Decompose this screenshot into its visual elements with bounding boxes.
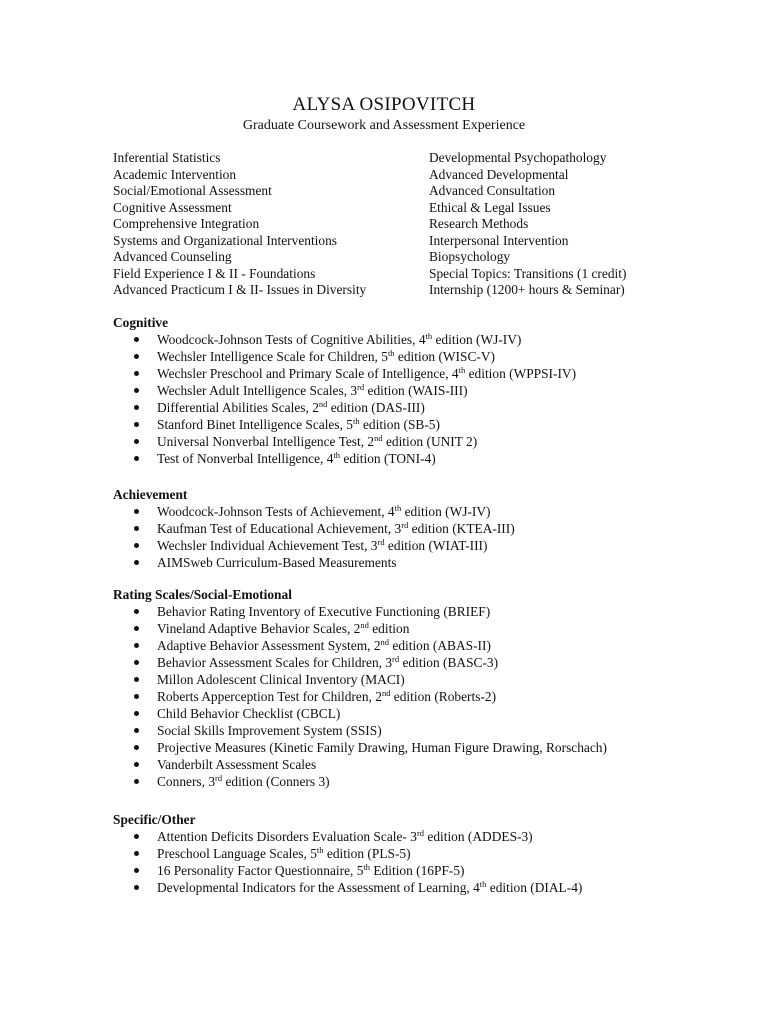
course-item: Social/Emotional Assessment — [113, 183, 272, 198]
bullet-icon — [134, 354, 139, 359]
item-text-suffix: edition (WISC-V) — [394, 349, 495, 364]
item-text-suffix: edition (WIAT-III) — [384, 538, 488, 553]
assessment-list-item — [113, 382, 733, 399]
item-text-suffix: edition (WAIS-III) — [364, 383, 468, 398]
course-item: Ethical & Legal Issues — [429, 199, 551, 215]
assessment-list-item — [113, 654, 733, 671]
bullet-icon — [134, 728, 139, 733]
ordinal-suffix: rd — [357, 382, 365, 392]
item-text: Wechsler Preschool and Primary Scale of Intelligence, 4 — [157, 366, 459, 381]
item-text: Vineland Adaptive Behavior Scales, 2 — [157, 621, 361, 636]
section-heading: Specific/Other — [113, 812, 196, 827]
course-item: Academic Intervention — [113, 166, 237, 182]
ordinal-suffix: nd — [360, 620, 369, 630]
item-text-suffix: Edition (16PF-5) — [370, 863, 465, 878]
item-text: Projective Measures (Kinetic Family Drawing, Human Figure Drawing, Rorschach) — [157, 740, 607, 755]
assessment-list-item — [113, 450, 733, 467]
item-text-suffix: edition (BASC-3) — [399, 655, 499, 670]
ordinal-suffix: nd — [380, 637, 390, 647]
item-text-suffix: edition (ADDES-3) — [424, 829, 533, 844]
section-specific-other — [113, 811, 733, 896]
item-text-suffix: edition (KTEA-III) — [408, 521, 515, 536]
item-text: Universal Nonverbal Intelligence Test, 2 — [157, 434, 375, 449]
item-text: Millon Adolescent Clinical Inventory (MACI) — [157, 672, 405, 687]
bullet-icon — [134, 711, 139, 716]
item-text: Attention Deficits Disorders Evaluation Scale- 3 — [157, 829, 417, 844]
item-text: Stanford Binet Intelligence Scales, 5 — [157, 417, 353, 432]
bullet-icon — [134, 560, 139, 565]
bullet-icon — [134, 643, 139, 648]
bullet-icon — [134, 526, 139, 531]
bullet-icon — [134, 745, 139, 750]
assessment-list-item — [113, 620, 733, 637]
ordinal-suffix: nd — [318, 399, 328, 409]
bullet-icon — [134, 337, 139, 342]
item-text: Woodcock-Johnson Tests of Achievement, 4 — [157, 504, 395, 519]
ordinal-suffix: th — [387, 348, 395, 358]
assessment-list-item — [113, 862, 733, 879]
bullet-icon — [134, 851, 139, 856]
item-text: Developmental Indicators for the Assessment of Learning, 4 — [157, 880, 480, 895]
bullet-icon — [134, 694, 139, 699]
item-text: Behavior Rating Inventory of Executive Functioning (BRIEF) — [157, 604, 491, 619]
assessment-list-item — [113, 348, 733, 365]
course-item: Interpersonal Intervention — [429, 232, 569, 248]
coursework-left-column — [113, 150, 423, 299]
bullet-icon — [134, 422, 139, 427]
assessment-list-item — [113, 879, 733, 896]
bullet-icon — [134, 388, 139, 393]
section-cognitive — [113, 314, 733, 467]
ordinal-suffix: rd — [377, 537, 385, 547]
bullet-icon — [134, 405, 139, 410]
item-text: Wechsler Individual Achievement Test, 3 — [157, 538, 378, 553]
course-item: Inferential Statistics — [113, 150, 221, 165]
ordinal-suffix: th — [458, 365, 466, 375]
item-text: Behavior Assessment Scales for Children, 3 — [157, 655, 393, 670]
assessment-list-item — [113, 773, 733, 790]
item-text-suffix: edition (Roberts-2) — [390, 689, 497, 704]
assessment-list-item — [113, 722, 733, 739]
bullet-icon — [134, 677, 139, 682]
course-item: Developmental Psychopathology — [429, 150, 607, 165]
assessment-list — [113, 503, 733, 571]
item-text-suffix: edition (PLS-5) — [323, 846, 411, 861]
assessment-list-item — [113, 537, 733, 554]
item-text: Child Behavior Checklist (CBCL) — [157, 706, 341, 721]
item-text: Roberts Apperception Test for Children, 2 — [157, 689, 382, 704]
item-text: Test of Nonverbal Intelligence, 4 — [157, 451, 334, 466]
course-item: Internship (1200+ hours & Seminar) — [429, 282, 625, 297]
assessment-list-item — [113, 603, 733, 620]
course-item: Comprehensive Integration — [113, 216, 260, 231]
bullet-icon — [134, 543, 139, 548]
item-text-suffix: edition (WJ-IV) — [432, 332, 522, 347]
assessment-list-item — [113, 331, 733, 348]
item-text-suffix: edition (DAS-III) — [327, 400, 425, 415]
course-item: Advanced Consultation — [429, 183, 556, 198]
item-text: Conners, 3 — [157, 774, 216, 789]
item-text: AIMSweb Curriculum-Based Measurements — [157, 555, 397, 570]
assessment-list-item — [113, 433, 733, 450]
course-item: Research Methods — [429, 216, 529, 231]
bullet-icon — [134, 779, 139, 784]
item-text-suffix: edition (WPPSI-IV) — [465, 366, 577, 381]
assessment-list — [113, 828, 733, 896]
assessment-list-item — [113, 399, 733, 416]
course-item: Advanced Practicum I & II- Issues in Diversity — [113, 282, 367, 297]
assessment-list-item — [113, 416, 733, 433]
item-text-suffix: edition (TONI-4) — [340, 451, 436, 466]
item-text: Differential Abilities Scales, 2 — [157, 400, 319, 415]
course-item: Field Experience I & II - Foundations — [113, 265, 316, 281]
assessment-list-item — [113, 828, 733, 845]
item-text-suffix: edition (DIAL-4) — [486, 880, 583, 895]
section-heading: Rating Scales/Social-Emotional — [113, 587, 292, 602]
bullet-icon — [134, 509, 139, 514]
course-item: Special Topics: Transitions (1 credit) — [429, 265, 627, 281]
section-rating-scales — [113, 586, 733, 790]
item-text-suffix: edition (Conners 3) — [222, 774, 330, 789]
bullet-icon — [134, 885, 139, 890]
assessment-list-item — [113, 688, 733, 705]
bullet-icon — [134, 868, 139, 873]
bullet-icon — [134, 456, 139, 461]
document-subtitle: Graduate Coursework and Assessment Experience — [242, 118, 526, 133]
course-item: Advanced Counseling — [113, 249, 232, 264]
item-text-suffix: edition (UNIT 2) — [382, 434, 478, 449]
item-text-suffix: edition (ABAS-II) — [389, 638, 491, 653]
assessment-list — [113, 603, 733, 790]
item-text: Vanderbilt Assessment Scales — [157, 757, 317, 772]
item-text: Wechsler Intelligence Scale for Children, 5 — [157, 349, 388, 364]
ordinal-suffix: th — [333, 450, 341, 460]
item-text: Social Skills Improvement System (SSIS) — [157, 723, 382, 738]
assessment-list-item — [113, 554, 733, 571]
bullet-icon — [134, 762, 139, 767]
assessment-list-item — [113, 637, 733, 654]
ordinal-suffix: th — [394, 503, 402, 513]
bullet-icon — [134, 439, 139, 444]
ordinal-suffix: th — [352, 416, 360, 426]
item-text-suffix: edition (WJ-IV) — [401, 504, 491, 519]
section-heading: Cognitive — [113, 315, 169, 330]
ordinal-suffix: rd — [392, 654, 400, 664]
bullet-icon — [134, 371, 139, 376]
ordinal-suffix: nd — [381, 688, 391, 698]
assessment-list-item — [113, 503, 733, 520]
bullet-icon — [134, 660, 139, 665]
bullet-icon — [134, 626, 139, 631]
ordinal-suffix: rd — [416, 828, 425, 838]
bullet-icon — [134, 609, 139, 614]
ordinal-suffix: th — [363, 862, 371, 872]
assessment-list-item — [113, 845, 733, 862]
item-text-suffix: edition (SB-5) — [359, 417, 440, 432]
assessment-list-item — [113, 520, 733, 537]
item-text: 16 Personality Factor Questionnaire, 5 — [157, 863, 364, 878]
item-text: Woodcock-Johnson Tests of Cognitive Abilities, 4 — [157, 332, 426, 347]
assessment-list-item — [113, 705, 733, 722]
assessment-list-item — [113, 756, 733, 773]
coursework-right-column — [429, 150, 729, 299]
assessment-list — [113, 331, 733, 467]
item-text: Preschool Language Scales, 5 — [157, 846, 317, 861]
ordinal-suffix: rd — [401, 520, 409, 530]
ordinal-suffix: th — [316, 845, 324, 855]
assessment-list-item — [113, 671, 733, 688]
course-item: Biopsychology — [429, 249, 511, 264]
course-item: Cognitive Assessment — [113, 199, 232, 215]
assessment-list-item — [113, 739, 733, 756]
item-text: Kaufman Test of Educational Achievement, 3 — [157, 521, 402, 536]
item-text-suffix: edition — [368, 621, 410, 636]
assessment-list-item — [113, 365, 733, 382]
section-achievement — [113, 486, 733, 571]
course-item: Advanced Developmental — [429, 166, 569, 182]
bullet-icon — [134, 834, 139, 839]
ordinal-suffix: th — [479, 879, 487, 889]
applicant-name: ALYSA OSIPOVITCH — [292, 94, 476, 115]
ordinal-suffix: nd — [374, 433, 383, 443]
ordinal-suffix: th — [425, 331, 433, 341]
item-text: Adaptive Behavior Assessment System, 2 — [157, 638, 381, 653]
course-item: Systems and Organizational Interventions — [113, 232, 337, 248]
section-heading: Achievement — [113, 487, 188, 502]
item-text: Wechsler Adult Intelligence Scales, 3 — [157, 383, 358, 398]
ordinal-suffix: rd — [215, 773, 223, 783]
